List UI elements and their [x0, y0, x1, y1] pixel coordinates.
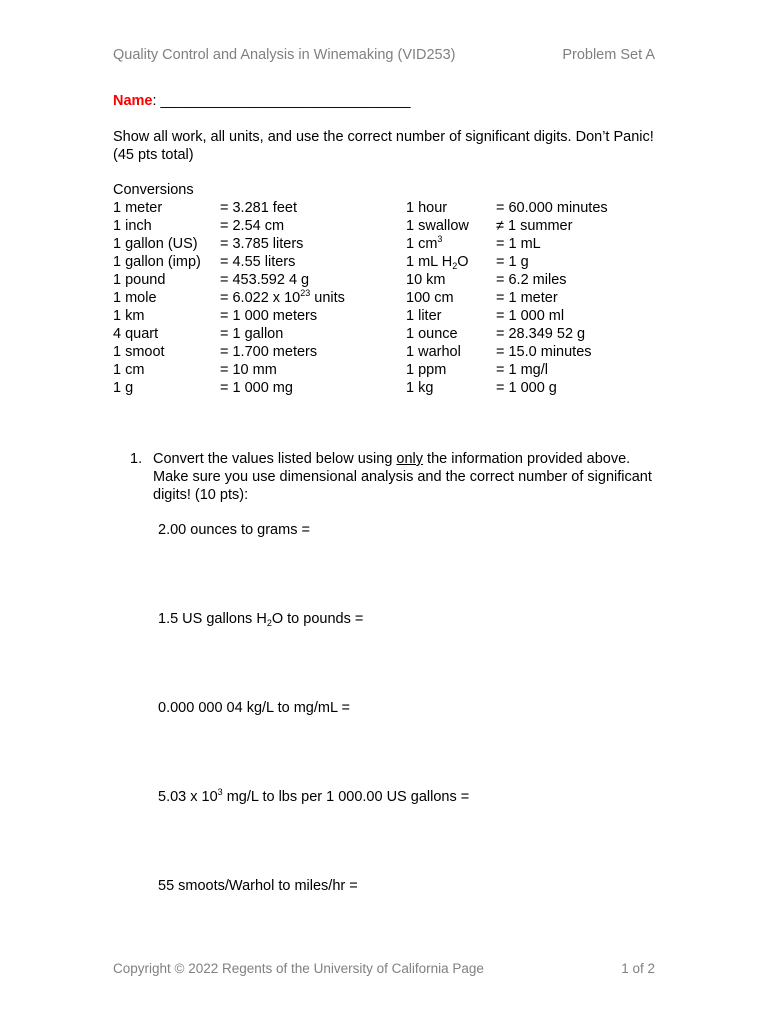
conversion-value-base: = 6.022 x 10 — [220, 290, 301, 306]
conversion-label: 10 km — [406, 272, 446, 288]
conversion-value: = 1 000 meters — [220, 308, 318, 324]
conversion-label: 1 gallon (US) — [113, 236, 198, 252]
conversion-label: 1 gallon (imp) — [113, 254, 201, 270]
conversion-value: = 453.592 4 g — [220, 272, 310, 288]
conversion-label: 100 cm — [406, 290, 454, 306]
conversion-value: = 10 mm — [220, 362, 277, 378]
conversion-value: = 6.2 miles — [496, 272, 567, 288]
name-colon: : — [152, 93, 157, 109]
question-text-start: Convert the values listed below using — [153, 451, 397, 467]
conversion-label: 1 pound — [113, 272, 166, 288]
conversion-label: 4 quart — [113, 326, 159, 342]
problem-ounces-to-grams: 2.00 ounces to grams = — [158, 522, 310, 538]
conversion-label-base: 1 cm — [406, 236, 438, 252]
conversion-label: 1 liter — [406, 308, 442, 324]
conversion-value: = 4.55 liters — [220, 254, 296, 270]
conversion-value: = 15.0 minutes — [496, 344, 592, 360]
conversion-value: = 3.281 feet — [220, 200, 297, 216]
conversions-title: Conversions — [113, 182, 194, 198]
conversion-value: = 1 g — [496, 254, 529, 270]
footer-copyright: Copyright © 2022 Regents of the University of California Page — [113, 961, 484, 976]
conversion-value: = 1 gallon — [220, 326, 284, 342]
problem-exponent: 3 — [217, 787, 223, 797]
conversion-value: ≠ 1 summer — [496, 218, 573, 234]
conversion-label: 1 g — [113, 380, 134, 396]
conversion-label: 1 inch — [113, 218, 152, 234]
problem-text-start: 1.5 US gallons H — [158, 611, 267, 627]
problem-smoots-to-miles: 55 smoots/Warhol to miles/hr = — [158, 878, 358, 894]
conversion-label: 1 smoot — [113, 344, 165, 360]
problem-kgl-to-mgml: 0.000 000 04 kg/L to mg/mL = — [158, 700, 350, 716]
conversion-label: 1 kg — [406, 380, 434, 396]
conversion-label: 1 swallow — [406, 218, 469, 234]
conversion-value-exponent: 23 — [300, 288, 311, 298]
problem-mgl-to-lbs — [158, 789, 469, 805]
conversion-value: = 28.349 52 g — [496, 326, 586, 342]
question-number: 1. — [130, 451, 143, 467]
conversion-value: = 3.785 liters — [220, 236, 304, 252]
conversion-label: 1 meter — [113, 200, 163, 216]
question-text — [153, 450, 658, 504]
question-text-end: the information provided above. Make sure you use dimensional analysis and the correct number of significant digits! (10 pts): — [153, 451, 652, 503]
footer-page-number: 1 of 2 — [621, 961, 655, 976]
conversion-label-base: 1 mL H — [406, 254, 453, 270]
conversion-label: 1 ppm — [406, 362, 447, 378]
conversion-label-tail: O — [457, 254, 469, 270]
conversion-value: = 1 mL — [496, 236, 541, 252]
conversion-label — [406, 236, 442, 252]
conversion-label: 1 hour — [406, 200, 448, 216]
conversion-label: 1 ounce — [406, 326, 458, 342]
conversion-label: 1 cm — [113, 362, 145, 378]
problem-set-label: Problem Set A — [562, 47, 655, 63]
conversion-value: = 1.700 meters — [220, 344, 318, 360]
conversion-value-unit: units — [310, 290, 345, 306]
name-blank: _______________________________ — [156, 93, 411, 109]
conversion-value: = 1 000 mg — [220, 380, 293, 396]
problem-text-end: mg/L to lbs per 1 000.00 US gallons = — [222, 789, 470, 805]
conversion-value: = 60.000 minutes — [496, 200, 608, 216]
name-label: Name — [113, 93, 153, 109]
conversion-value: = 1 000 g — [496, 380, 557, 396]
conversion-value: = 1 mg/l — [496, 362, 548, 378]
conversion-value: = 1 000 ml — [496, 308, 565, 324]
conversion-label: 1 mole — [113, 290, 157, 306]
conversion-label: 1 warhol — [406, 344, 461, 360]
name-field — [113, 93, 411, 109]
conversion-label: 1 km — [113, 308, 145, 324]
problem-gallons-to-pounds — [158, 611, 363, 627]
conversion-label-subscript: 2 — [452, 261, 458, 271]
conversion-value: = 1 meter — [496, 290, 558, 306]
conversion-value: = 2.54 cm — [220, 218, 285, 234]
conversion-label — [406, 254, 469, 270]
conversion-value — [220, 290, 345, 306]
question-text-emphasis: only — [396, 451, 424, 467]
problem-text-end: O to pounds = — [271, 611, 364, 627]
course-title: Quality Control and Analysis in Winemaking (VID253) — [113, 47, 456, 63]
problem-subscript: 2 — [266, 618, 272, 628]
problem-text-start: 5.03 x 10 — [158, 789, 218, 805]
conversion-label-exponent: 3 — [437, 234, 443, 244]
instructions: Show all work, all units, and use the correct number of significant digits. Don’t Panic! (45 pts total) — [113, 129, 654, 163]
